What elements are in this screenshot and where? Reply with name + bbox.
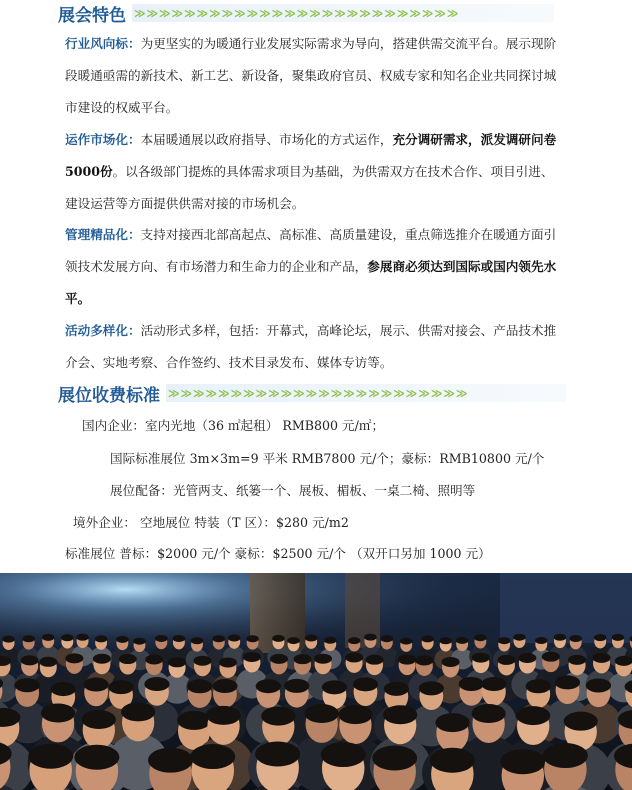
- feature-emphasis: 充分调研需求，派发调研问卷 5000份: [65, 132, 557, 179]
- feature-emphasis: 参展商必须达到国际或国内领先水平。: [65, 258, 557, 306]
- audience-hair: [305, 635, 318, 642]
- audience-hair: [459, 677, 484, 691]
- audience-hair: [42, 634, 55, 641]
- audience-hair: [338, 705, 372, 724]
- audience-hair: [542, 652, 560, 662]
- audience-hair: [439, 637, 452, 644]
- audience-hair: [498, 637, 511, 644]
- audience-hair: [119, 654, 137, 664]
- section-title-features: 展会特色: [58, 5, 126, 26]
- audience-hair: [155, 635, 168, 642]
- audience-hair: [430, 748, 475, 773]
- audience-hair: [243, 652, 261, 662]
- title-arrow-bar: ≫≫≫≫≫≫≫≫≫≫≫≫≫≫≫≫≫≫≫≫≫≫≫≫: [166, 384, 566, 402]
- audience-hair: [419, 681, 444, 695]
- audience-hair: [2, 636, 15, 643]
- audience-hair: [366, 655, 384, 665]
- conference-audience-photo: [0, 573, 632, 790]
- audience-hair: [51, 682, 76, 696]
- fee-line-overseas-booth: 标准展位 普标：$2000 元/个 豪标：$2500 元/个 （双开口另加 1000 元）: [65, 546, 491, 561]
- audience-hair: [256, 679, 281, 693]
- audience-hair: [21, 655, 39, 665]
- audience-hair: [116, 636, 129, 643]
- audience-hair: [287, 637, 300, 644]
- audience-hair: [324, 637, 337, 644]
- audience-hair: [65, 653, 83, 663]
- audience-hair: [145, 654, 163, 664]
- audience-hair: [121, 702, 155, 721]
- audience-hair: [212, 679, 237, 693]
- fee-line-equipment: 展位配备：光管两支、纸篓一个、展板、楣板、一桌二椅、照明等: [110, 483, 476, 498]
- audience-hair: [39, 657, 57, 667]
- audience-hair: [305, 704, 339, 723]
- audience-hair: [568, 655, 586, 665]
- audience-hair: [61, 634, 74, 641]
- feature-paragraph: [65, 315, 565, 379]
- feature-text: 活动形式多样，包括：开幕式，高峰论坛，展示、供需对接会、产品技术推介会、实地考察、合作签约、技术目录发布、媒体专访等。: [65, 323, 557, 370]
- audience-hair: [41, 703, 75, 722]
- audience-hair: [255, 742, 300, 767]
- feature-label: 管理精品化：: [65, 227, 141, 242]
- audience-illustration: [0, 573, 632, 790]
- feature-paragraph: [65, 124, 565, 219]
- audience-hair: [535, 637, 548, 644]
- audience-hair: [415, 655, 433, 665]
- fee-line-standard-booth: 国际标准展位 3m×3m=9 平米 RMB7800 元/个；豪标：RMB10800 元/个: [110, 451, 545, 466]
- audience-hair: [219, 657, 237, 667]
- feature-label: 运作市场化：: [65, 132, 141, 147]
- audience-hair: [569, 635, 582, 642]
- audience-hair: [314, 654, 332, 664]
- audience-hair: [513, 634, 526, 641]
- audience-hair: [193, 656, 211, 666]
- audience-hair: [95, 635, 108, 642]
- audience-hair: [108, 680, 133, 694]
- audience-hair: [144, 677, 169, 691]
- audience-hair: [345, 652, 363, 662]
- feature-text: 为更坚实的为暖通行业发展实际需求为导向，搭建供需交流平台。展示现阶段暖通亟需的新技术、新工艺、新设备，聚集政府官员、权威专家和知名企业共同探讨城市建设的权威平台。: [65, 36, 557, 115]
- audience-hair: [261, 707, 295, 726]
- audience-hair: [15, 678, 40, 692]
- title-arrow-bar: ≫≫≫≫≫≫≫≫≫≫≫≫≫≫≫≫≫≫≫≫≫≫≫≫≫≫: [132, 4, 554, 22]
- audience-hair: [228, 634, 241, 641]
- feature-text: 支持对接西北部高起点、高标准、高质量建设，重点筛选推介在暖通方面引领技术发展方向、有市场潜力和生命力的企业和产品，: [65, 227, 557, 274]
- audience-hair: [353, 677, 378, 691]
- audience-hair: [421, 635, 434, 642]
- audience-hair: [74, 745, 119, 770]
- audience-hair: [400, 638, 413, 645]
- audience-hair: [456, 637, 469, 644]
- feature-text-tail: 。以各级部门提炼的具体需求项目为基础，为供需双方在技术合作、项目引进、建设运营等方面提供供需对接的市场机会。: [65, 163, 554, 211]
- audience-hair: [93, 654, 111, 664]
- audience-hair: [442, 657, 460, 667]
- audience-hair: [474, 634, 487, 641]
- audience-hair: [500, 749, 545, 774]
- feature-paragraph: [65, 28, 565, 123]
- audience-hair: [284, 679, 309, 693]
- audience-hair: [564, 712, 598, 731]
- audience-hair: [187, 679, 212, 693]
- audience-hair: [28, 744, 73, 769]
- audience-hair: [246, 635, 259, 642]
- audience-hair: [497, 655, 515, 665]
- audience-hair: [348, 637, 361, 644]
- audience-hair: [615, 656, 632, 666]
- audience-hair: [481, 677, 506, 691]
- audience-hair: [212, 635, 225, 642]
- audience-hair: [76, 634, 89, 641]
- audience-hair: [272, 635, 285, 642]
- audience-hair: [526, 679, 551, 693]
- audience-hair: [516, 706, 550, 725]
- feature-paragraph: [65, 219, 565, 314]
- section-header-features: [58, 0, 554, 26]
- fee-line-domestic: 国内企业：室内光地（36 ㎡起租） RMB800 元/㎡；: [82, 418, 385, 433]
- audience-hair: [472, 704, 506, 723]
- audience-hair: [554, 634, 567, 641]
- audience-hair: [381, 635, 394, 642]
- audience-hair: [173, 635, 186, 642]
- audience-hair: [206, 706, 240, 725]
- audience-hair: [594, 634, 607, 641]
- feature-label: 行业风向标：: [65, 36, 141, 51]
- audience-hair: [518, 653, 536, 663]
- audience-hair: [472, 653, 490, 663]
- audience-hair: [270, 654, 288, 664]
- audience-hair: [435, 713, 469, 732]
- audience-hair: [384, 682, 409, 696]
- audience-hair: [555, 675, 580, 689]
- audience-hair: [372, 745, 417, 770]
- audience-hair: [294, 654, 312, 664]
- audience-hair: [168, 657, 186, 667]
- audience-hair: [383, 705, 417, 724]
- feature-text: 本届暖通展以政府指导、市场化的方式运作，: [140, 132, 393, 147]
- section-header-fees: [58, 380, 566, 406]
- audience-hair: [322, 680, 347, 694]
- feature-label: 活动多样化：: [65, 323, 141, 338]
- audience-hair: [612, 634, 625, 641]
- audience-hair: [191, 637, 204, 644]
- audience-hair: [321, 742, 366, 767]
- audience-hair: [543, 743, 588, 768]
- audience-hair: [190, 744, 235, 769]
- audience-hair: [84, 678, 109, 692]
- audience-hair: [148, 748, 193, 773]
- audience-hair: [177, 711, 211, 730]
- audience-hair: [586, 678, 611, 692]
- audience-hair: [364, 634, 377, 641]
- fee-line-overseas: 境外企业： 空地展位 特装（T 区）：$280 元/m2: [73, 515, 349, 530]
- audience-hair: [82, 710, 116, 729]
- audience-hair: [398, 655, 416, 665]
- audience-hair: [133, 638, 146, 645]
- section-title-fees: 展位收费标准: [58, 385, 160, 406]
- audience-hair: [22, 635, 35, 642]
- audience-hair: [593, 653, 611, 663]
